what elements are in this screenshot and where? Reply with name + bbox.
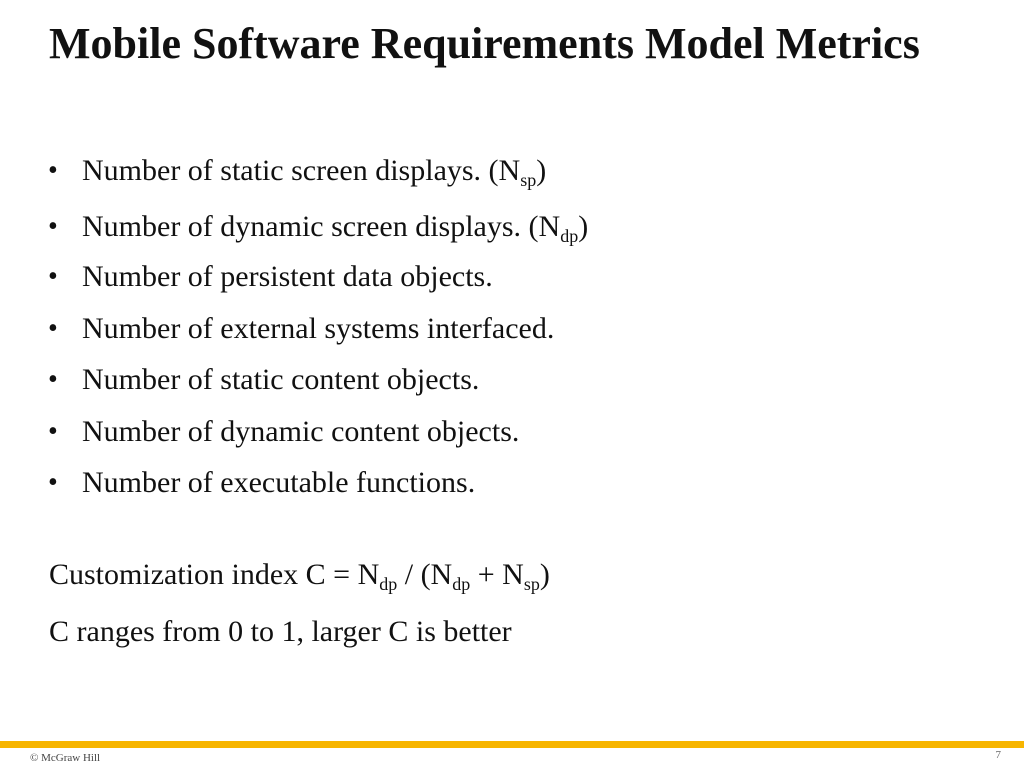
formula-subscript-dp: dp — [379, 574, 398, 594]
bullet-subscript: dp — [560, 226, 579, 246]
formula-subscript-dp: dp — [452, 574, 471, 594]
bullet-text: Number of external systems interfaced. — [82, 311, 555, 345]
customization-index-formula — [49, 553, 550, 597]
bullet-dot: • — [48, 415, 58, 447]
bullet-text: Number of static content objects. — [82, 363, 480, 396]
bullet-tail-text: ) — [536, 154, 547, 187]
bullet-tail-text: ) — [578, 210, 589, 243]
bullet-dot: • — [48, 155, 58, 186]
slide-title: Mobile Software Requirements Model Metrics — [49, 19, 920, 68]
bullet-subscript: sp — [520, 170, 537, 190]
bullet-dot: • — [48, 364, 58, 395]
bullet-dot: • — [48, 261, 58, 292]
formula-middle: / (N — [397, 558, 453, 591]
bullet-text: Number of persistent data objects. — [82, 260, 493, 293]
copyright-text: © McGraw Hill — [30, 752, 101, 764]
formula-plus: + N — [470, 558, 524, 591]
bullet-text: Number of dynamic content objects. — [82, 414, 520, 448]
bullet-text — [82, 149, 546, 193]
footer-accent-bar — [0, 741, 1024, 748]
formula-prefix: Customization index C = N — [49, 558, 380, 591]
bullet-text: Number of executable functions. — [82, 466, 476, 499]
bullet-main-text: Number of static screen displays. (N — [82, 154, 521, 187]
bullet-dot: • — [48, 211, 58, 242]
bullet-dot: • — [48, 312, 58, 344]
formula-tail: ) — [539, 558, 550, 591]
customization-index-range-text: C ranges from 0 to 1, larger C is better — [49, 615, 512, 648]
bullet-dot: • — [48, 467, 58, 498]
page-number: 7 — [995, 749, 1001, 761]
bullet-main-text: Number of dynamic screen displays. (N — [82, 210, 561, 243]
formula-subscript-sp: sp — [523, 574, 540, 594]
bullet-text — [82, 205, 588, 249]
